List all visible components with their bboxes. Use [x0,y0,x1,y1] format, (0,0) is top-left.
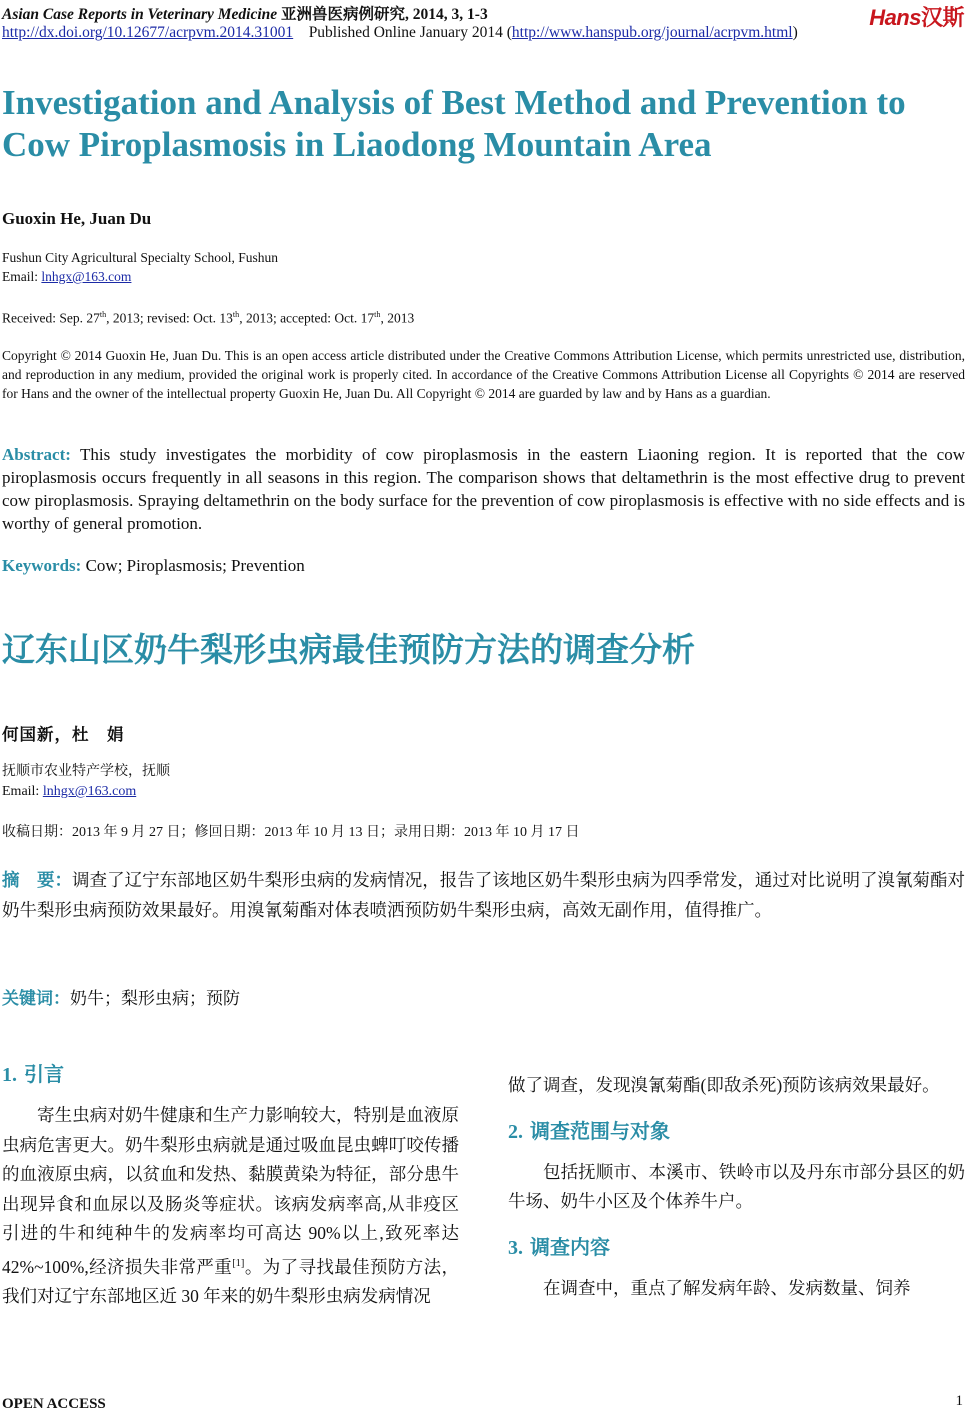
section-3-title: 调查内容 [529,1234,610,1259]
section-1-text-end: 。为了寻找最佳预防方法，我们对辽宁东部地区近 30 年来的奶牛梨形虫病发病情况 [2,1256,460,1306]
revised-sup: th [232,310,240,319]
logo-text-cn: 汉斯 [920,5,964,30]
keywords-en-text: Cow; Piroplasmosis; Prevention [81,556,305,575]
section-1-heading [2,1058,459,1087]
section-2-paragraph: 包括抚顺市、本溪市、铁岭市以及丹东市部分县区的奶牛场、奶牛小区及个体养牛户。 [508,1161,965,1211]
dates-cn: 收稿日期：2013 年 9 月 27 日；修回日期：2013 年 10 月 13 日；录用日期：2013 年 10 月 17 日 [2,825,580,840]
citation-1: [1] [232,1257,245,1269]
hans-logo [869,1,964,32]
section-1-text: 寄生虫病对奶牛健康和生产力影响较大，特别是血液原虫病危害更大。奶牛梨形虫病就是通过吸血昆虫蜱叮咬传播的血液原虫病，以贫血和发热、黏膜黄染为特征，部分患牛出现异食和血尿以及肠炎等症状。该病发病率高,从非疫区引进的牛和纯种牛的发病率均可高达 90%以上,致死率达 42%~100%,经济损失非常严重 [2,1105,459,1277]
revised-date: , 2013; revised: Oct. 13 [106,310,233,326]
section-3-heading [508,1231,965,1260]
authors-en: Guoxin He, Juan Du [2,209,152,228]
page-number: 1 [955,1393,963,1409]
email-cn-link[interactable]: lnhgx@163.com [42,784,137,799]
keywords-en [2,556,305,576]
section-1-number: 1. [2,1064,17,1086]
email-en-link[interactable]: lnhgx@163.com [41,269,132,284]
section-1-paragraph [2,1101,459,1311]
email-en-label: Email: [2,269,42,284]
keywords-cn [2,984,240,1009]
section-2-heading [508,1115,965,1144]
body-right-column [508,1071,965,1303]
section-2-title: 调查范围与对象 [529,1118,670,1143]
dates-end: , 2013 [380,310,415,326]
email-cn-label: Email: [2,784,43,799]
affiliation-en-block [2,248,278,286]
section-2-number: 2. [508,1120,523,1143]
logo-text-en: Hans [869,5,921,30]
abstract-en [2,443,965,535]
journal-link[interactable]: http://www.hanspub.org/journal/acrpvm.html [511,24,793,41]
journal-name-en: Asian Case Reports in Veterinary Medicine [2,6,278,23]
abstract-cn-label: 摘 要： [2,871,73,891]
received-date: Received: Sep. 27 [2,310,100,326]
email-en-line [2,267,278,286]
email-cn-line [2,782,170,802]
title-en: Investigation and Analysis of Best Method and Prevention to Cow Piroplasmosis in Liaodong Mountain Area [2,83,906,164]
abstract-en-label: Abstract: [2,445,71,464]
journal-name-cn: 亚洲兽医病例研究 [281,6,406,23]
keywords-en-label: Keywords: [2,556,82,575]
copyright-notice: Copyright © 2014 Guoxin He, Juan Du. This is an open access article distributed under the Creative Commons Attribution License, which permits unrestricted use, distribution, and reproduction in any medium, provided the original work is properly cited. In accordance of the Creative Commons Attribution License all Copyrights © 2014 are reserved for Hans and the owner of the intellectual property Guoxin He, Juan Du. All Copyright © 2014 are guarded by law and by Hans as a guardian. [2,348,965,401]
abstract-cn [2,866,965,925]
authors-cn: 何国新，杜 娟 [2,725,125,744]
journal-header [2,2,488,24]
open-access-label: OPEN ACCESS [2,1396,106,1412]
section-1-title: 引言 [23,1062,64,1086]
accepted-date: , 2013; accepted: Oct. 17 [239,310,375,326]
received-sup: th [99,310,107,319]
affiliation-en: Fushun City Agricultural Specialty School, Fushun [2,250,278,265]
section-1-continued: 做了调查，发现溴氰菊酯(即敌杀死)预防该病效果最好。 [508,1075,940,1095]
keywords-cn-label: 关键词： [2,989,70,1009]
published-online: Published Online January 2014 ( [308,24,512,41]
close-paren: ) [792,24,798,41]
doi-link[interactable]: http://dx.doi.org/10.12677/acrpvm.2014.31001 [2,24,294,41]
affiliation-cn: 抚顺市农业特产学校，抚顺 [2,764,170,779]
title-cn: 辽东山区奶牛梨形虫病最佳预防方法的调查分析 [2,630,695,669]
body-left-column [2,1058,459,1311]
affiliation-cn-block [2,762,170,802]
accepted-sup: th [374,310,381,319]
header-links [2,24,798,42]
abstract-cn-text: 调查了辽宁东部地区奶牛梨形虫病的发病情况，报告了该地区奶牛梨形虫病为四季常发，通过对比说明了溴氰菊酯对奶牛梨形虫病预防效果最好。用溴氰菊酯对体表喷洒预防奶牛梨形虫病，高效无副作用，值得推广。 [2,870,966,920]
keywords-cn-text: 奶牛；梨形虫病；预防 [70,989,240,1008]
abstract-en-text: This study investigates the morbidity of cow piroplasmosis in the eastern Liaoning region. It is reported that the cow piroplasmosis occurs frequently in all seasons in this region. The comparison shows that deltamethrin is the most effective drug to prevent cow piroplasmosis. Spraying deltamethrin on the body surface for the prevention of cow piroplasmosis is effective with no side effects and is worthy of general promotion. [2,445,965,533]
dates-en [2,305,414,328]
journal-issue: , 2014, 3, 1-3 [405,6,488,23]
section-3-number: 3. [508,1236,523,1259]
section-3-paragraph: 在调查中，重点了解发病年龄、发病数量、饲养 [543,1277,911,1298]
